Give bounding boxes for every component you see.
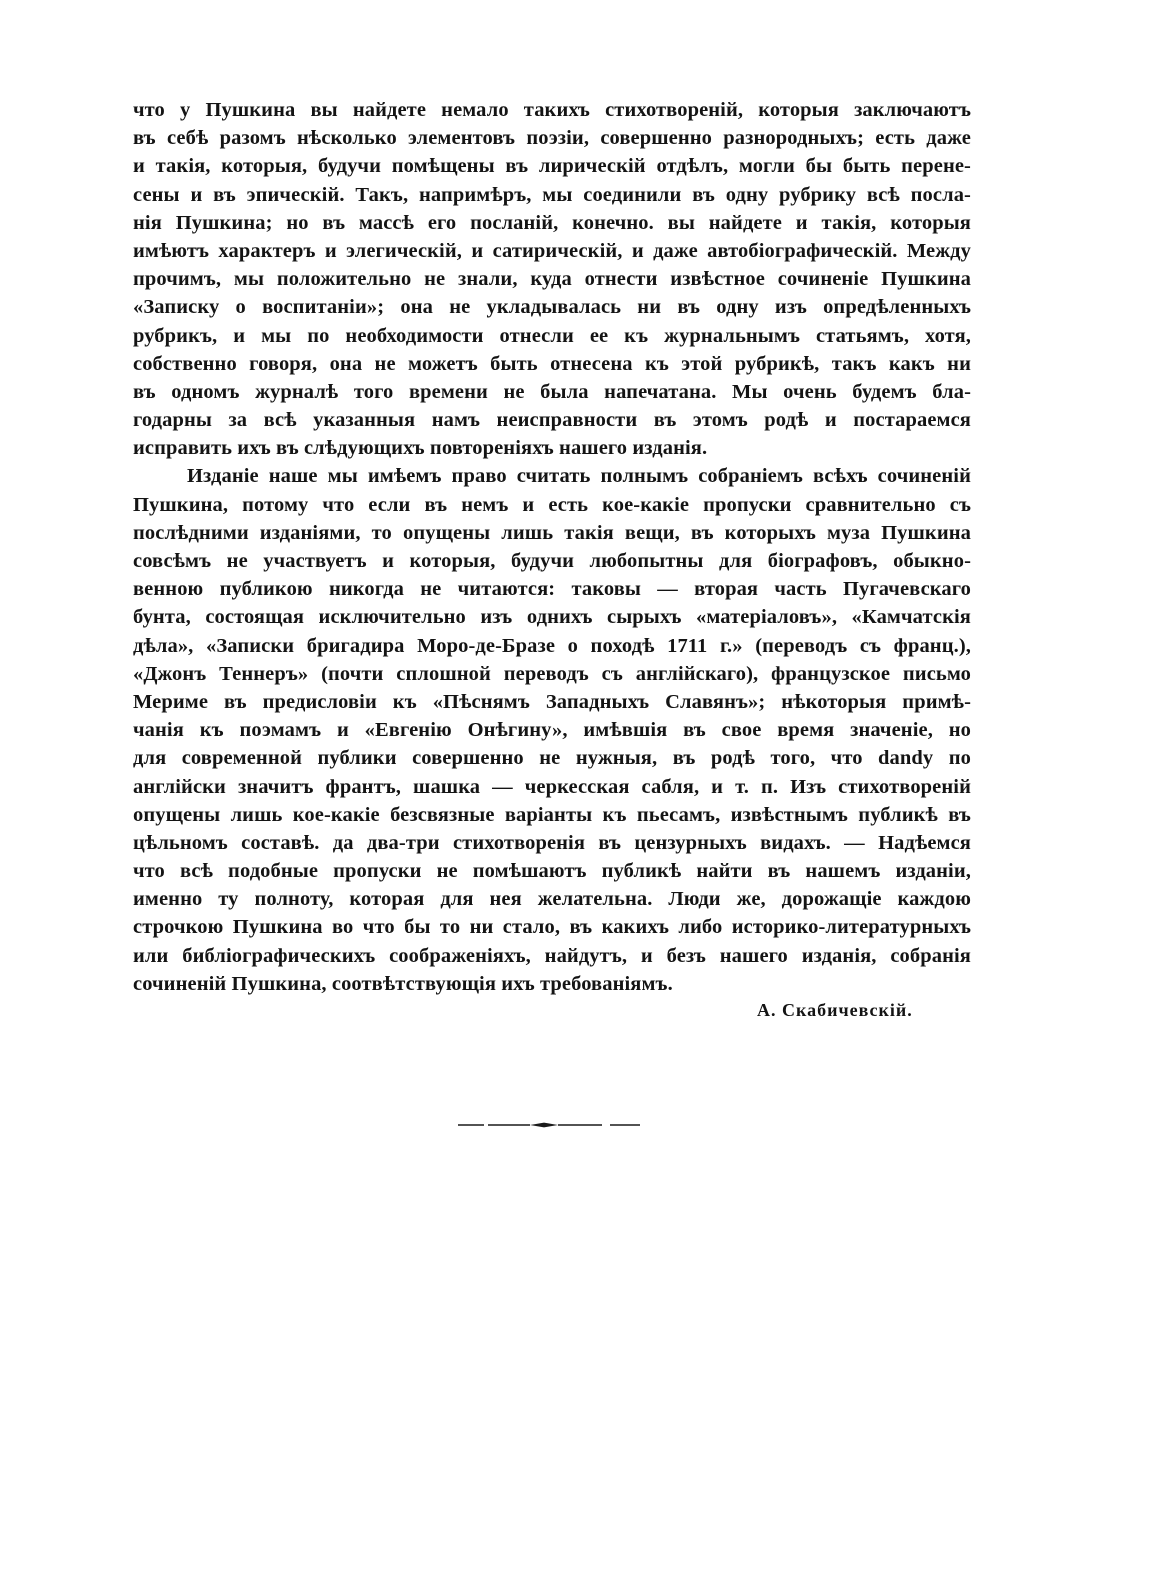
- text-line: годарны за всѣ указанныя намъ неисправности въ этомъ родѣ и постараемся: [133, 409, 971, 432]
- text-line: англійски значитъ франтъ, шашка — черкесская сабля, и т. п. Изъ стихотвореній: [133, 775, 971, 798]
- text-line: «Записку о воспитаніи»; она не укладывалась ни въ одну изъ опредѣленныхъ: [133, 296, 971, 319]
- text-line: венною публикою никогда не читаются: таковы — вторая часть Пугачевскаго: [133, 578, 971, 601]
- paragraph-1: [133, 96, 971, 462]
- text-line: нія Пушкина; но въ массѣ его посланій, конечно. вы найдете и такія, которыя: [133, 211, 971, 234]
- text-line: бунта, состоящая исключительно изъ однихъ сырыхъ «матеріаловъ», «Камчатскія: [133, 606, 971, 629]
- tailpiece-ornament: [458, 1118, 640, 1132]
- text-line: Изданіе наше мы имѣемъ право считать полнымъ собраніемъ всѣхъ сочиненій: [187, 465, 971, 488]
- text-line: что всѣ подобные пропуски не помѣшаютъ публикѣ найти въ нашемъ изданіи,: [133, 860, 971, 883]
- text-line: что у Пушкина вы найдете немало такихъ стихотвореній, которыя заключаютъ: [133, 99, 971, 121]
- text-line: собственно говоря, она не можетъ быть отнесена къ этой рубрикѣ, такъ какъ ни: [133, 352, 971, 375]
- paragraph-2: [133, 462, 971, 998]
- text-line: прочимъ, мы положительно не знали, куда отнести извѣстное сочиненіе Пушкина: [133, 268, 971, 291]
- text-line: для современной публики совершенно не нужныя, въ родѣ того, что dandy по: [133, 747, 971, 770]
- text-line: и такія, которыя, будучи помѣщены въ лирическій отдѣлъ, могли бы быть перене-: [133, 155, 971, 178]
- body-text: [133, 96, 971, 998]
- text-line: строчкою Пушкина во что бы то ни стало, въ какихъ либо историко-литературныхъ: [133, 916, 971, 939]
- text-line: въ себѣ разомъ нѣсколько элементовъ поэзіи, совершенно разнородныхъ; есть даже: [133, 127, 971, 150]
- text-line: въ одномъ журналѣ того времени не была напечатана. Мы очень будемъ бла-: [133, 380, 971, 403]
- text-line: чанія къ поэмамъ и «Евгенію Онѣгину», имѣвшія въ свое время значеніе, но: [133, 719, 971, 742]
- text-line: или библіографическихъ соображеніяхъ, найдутъ, и безъ нашего изданія, собранія: [133, 944, 971, 967]
- text-line: опущены лишь кое-какіе безсвязные варіанты къ пьесамъ, извѣстнымъ публикѣ въ: [133, 803, 971, 826]
- text-line: цѣльномъ составѣ. да два-три стихотворенія въ цензурныхъ видахъ. — Надѣемся: [133, 831, 971, 854]
- text-line: исправить ихъ въ слѣдующихъ повтореніяхъ нашего изданія.: [133, 437, 708, 460]
- text-line: Пушкина, потому что если въ немъ и есть кое-какіе пропуски сравнительно съ: [133, 493, 971, 516]
- text-line: рубрикъ, и мы по необходимости отнесли ее къ журнальнымъ статьямъ, хотя,: [133, 324, 971, 347]
- text-line: дѣла», «Записки бригадира Моро-де-Бразе о походѣ 1711 г.» (переводъ съ франц.),: [133, 634, 971, 657]
- text-line: сочиненій Пушкина, соотвѣтствующія ихъ требованіямъ.: [133, 972, 673, 995]
- author-signature: А. Скабичевскій.: [757, 1000, 913, 1020]
- text-line: Мериме въ предисловіи къ «Пѣснямъ Западныхъ Славянъ»; нѣкоторыя примѣ-: [133, 690, 971, 713]
- text-line: «Джонъ Теннеръ» (почти сплошной переводъ съ англійскаго), французское письмо: [133, 662, 971, 685]
- text-line: имѣютъ характеръ и элегическій, и сатирическій, и даже автобіографическій. Между: [133, 239, 971, 262]
- text-line: сены и въ эпическій. Такъ, напримѣръ, мы соединили въ одну рубрику всѣ посла-: [133, 183, 971, 206]
- text-line: послѣдними изданіями, то опущены лишь такія вещи, въ которыхъ муза Пушкина: [133, 521, 971, 544]
- text-line: именно ту полноту, которая для нея желательна. Люди же, дорожащіе каждою: [133, 888, 971, 911]
- text-line: совсѣмъ не участвуетъ и которыя, будучи любопытны для біографовъ, обыкно-: [133, 550, 971, 572]
